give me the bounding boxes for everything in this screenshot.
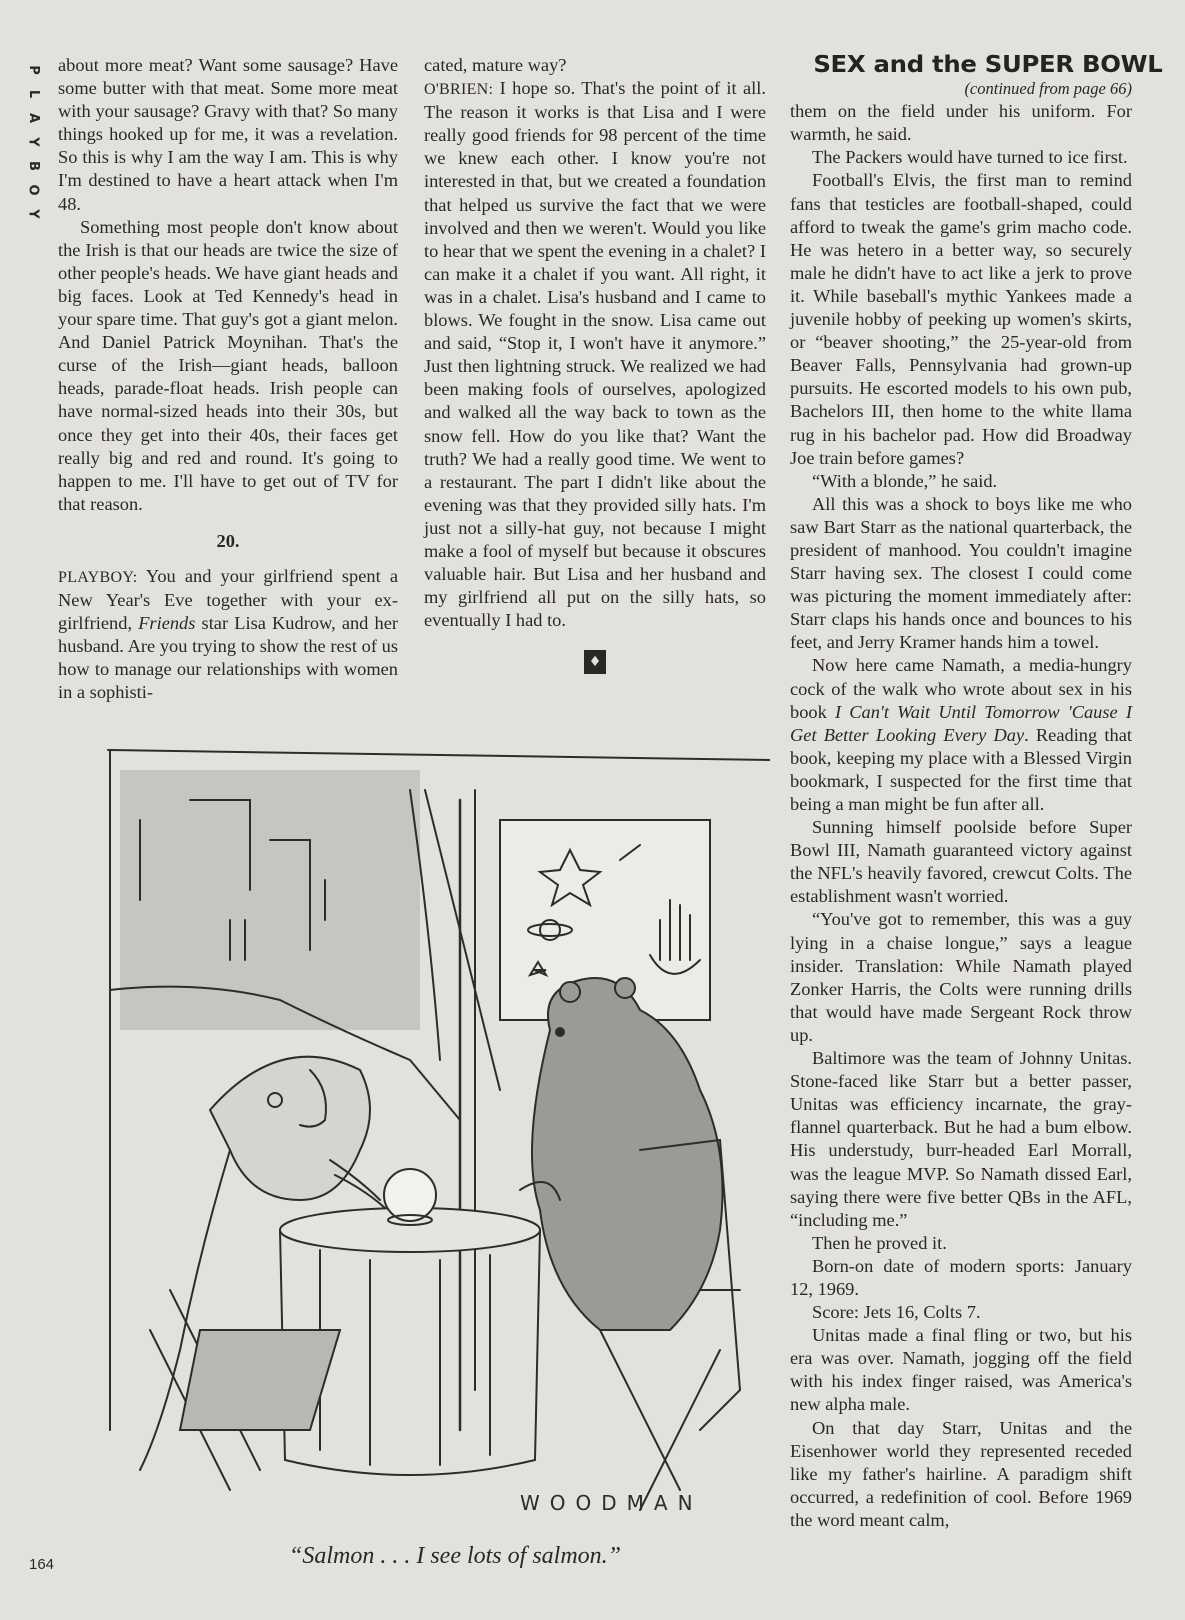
- cartoonist-signature: WOODMAN: [520, 1491, 703, 1515]
- column-left: [58, 54, 398, 705]
- answer-paragraph: [424, 77, 766, 632]
- spine-letter: L: [25, 89, 41, 99]
- paragraph: “You've got to remember, this was a guy lying in a chaise longue,” says a league insider. Translation: While Namath played Zonker Harris, the Colts were running drills that would have made Sergeant Rock throw up.: [790, 909, 1132, 1045]
- paragraph-text: . Reading that book, keeping my place with a Blessed Virgin bookmark, I suspected for the first time that being a man might be fun after all.: [790, 724, 1132, 814]
- paragraph: “With a blonde,” he said.: [812, 470, 998, 491]
- answer-text: I hope so. That's the point of it all. The reason it works is that Lisa and I were really good friends for 98 percent of the time we knew each other. I know you're not interested in that, but we created a foundation that helped us survive the fact that we were involved and then we weren't. Would you like to hear that we spent the evening in a chalet? I can make it a chalet if you want. All right, it was in a chalet. Lisa's husband and I came to blows. We fought in the snow. Lisa came out and said, “Stop it, I won't have it anymore.” Just then lightning struck. We realized we had been making fools of ourselves, apologized and walked all the way back to town as the snow fell. How do you like that? Want the truth? We had a really good time. We went to a restaurant. The part I didn't like about the evening was that they provided silly hats. I'm just not a silly-hat guy, not because I might make a fool of myself but because it obscures valuable hair. But Lisa and her husband and my girlfriend all put on the silly hats, so eventually I had to.: [424, 78, 766, 631]
- continued-note: (continued from page 66): [964, 79, 1132, 99]
- question-number: 20.: [216, 530, 240, 551]
- column-middle: [424, 54, 766, 674]
- column-right: [790, 52, 1163, 1532]
- paragraph: Something most people don't know about the Irish is that our heads are twice the size of other people's heads. We have giant heads and big faces. Look at Ted Kennedy's head in your spare time. That guy's got a giant melon. And Daniel Patrick Moynihan. That's the curse of the Irish—giant heads, balloon heads, parade-float heads. Irish people can have normal-sized heads into their 30s, but once they get into their 40s, their faces get really big and red and round. It's going to happen to me. I'll have to get out of TV for that reason.: [58, 216, 398, 514]
- question-paragraph: [58, 565, 398, 705]
- paragraph: Football's Elvis, the first man to remind fans that testicles are football-shaped, could afford to tweak the game's grim macho code. He was hetero in a better way, so securely male he didn't have to act like a jerk to prove it. While baseball's mythic Yankees made a juvenile hobby of peeking up women's skirts, or “beaver shooting,” the 25-year-old from Beaver Falls, Pennsylvania had grown-up pursuits. He escorted models to his own pub, Bachelors III, then home to the white llama rug in his bachelor pad. How did Broadway Joe train before games?: [790, 170, 1132, 468]
- question-text: You and your girlfriend spent a New Year's Eve together with your ex-girlfriend,: [58, 565, 398, 634]
- paragraph: The Packers would have turned to ice first.: [812, 147, 1128, 168]
- speaker-label: O'BRIEN:: [424, 81, 494, 99]
- spine-letter: Y: [25, 137, 41, 147]
- show-title: Friends: [138, 613, 196, 634]
- spine-letter: Y: [25, 209, 41, 219]
- paragraph: cated, mature way?: [424, 55, 567, 75]
- paragraph: Then he proved it.: [812, 1232, 947, 1253]
- speaker-label: PLAYBOY:: [58, 568, 138, 586]
- paragraph: them on the field under his uniform. For warmth, he said.: [790, 101, 1132, 145]
- paragraph: Score: Jets 16, Colts 7.: [812, 1302, 981, 1323]
- paragraph: Unitas made a final fling or two, but his era was over. Namath, jogging off the field with his index finger raised, was America's new alpha male.: [790, 1325, 1132, 1415]
- paragraph: Sunning himself poolside before Super Bowl III, Namath guaranteed victory against the NFL's heavily favored, crewcut Colts. The establishment wasn't worried.: [790, 817, 1132, 907]
- spine-letter: A: [26, 112, 41, 124]
- paragraph-text: Now here came Namath, a media-hungry cock of the walk who wrote about sex in his book: [790, 655, 1132, 722]
- page-number: 164: [29, 1556, 55, 1573]
- paragraph: about more meat? Want some sausage? Have some butter with that meat. Some more meat with your sausage? Gravy with that? So many things hooked up for me, it was a revelation. So this is why I am the way I am. This is why I'm destined to have a heart attack when I'm 48.: [58, 55, 398, 214]
- paragraph: [790, 654, 1132, 816]
- spine-letter: O: [26, 184, 41, 196]
- book-title: I Can't Wait Until Tomorrow 'Cause I Get Better Looking Every Day: [790, 701, 1132, 745]
- spine-letter: P: [26, 65, 41, 75]
- rabbit-end-mark-icon: ♦: [584, 650, 606, 674]
- spine-label: [22, 58, 44, 226]
- paragraph: All this was a shock to boys like me who saw Bart Starr as the national quarterback, the president of manhood. You couldn't imagine Starr having sex. The closest I could come was picturing the moment immediately after: Starr claps his hands once and bounces to his feet, and Jerry Kramer hands him a towel.: [790, 493, 1132, 653]
- cartoon-caption: “Salmon . . . I see lots of salmon.”: [288, 1543, 621, 1569]
- paragraph: On that day Starr, Unitas and the Eisenhower world they represented receded like my father's hairline. A paradigm shift occurred, a redefinition of cool. Before 1969 the word meant calm,: [790, 1417, 1132, 1530]
- spine-letter: B: [25, 161, 41, 171]
- question-text: star Lisa Kudrow, and her husband. Are you trying to show the rest of us how to manage our relationships with women in a sophisti-: [58, 613, 398, 703]
- paragraph: Baltimore was the team of Johnny Unitas. Stone-faced like Starr but a better passer, Unitas was efficiency incarnate, the gray-flannel quarterback. But he had a bum elbow. His understudy, burr-headed Earl Morrall, was the league MVP. So Namath dissed Earl, saying there were five better QBs in the AFL, “including me.”: [790, 1048, 1132, 1230]
- cartoon-illustration: [80, 730, 770, 1530]
- paragraph: Born-on date of modern sports: January 12, 1969.: [790, 1255, 1132, 1299]
- article-headline: SEX and the SUPER BOWL: [813, 52, 1163, 78]
